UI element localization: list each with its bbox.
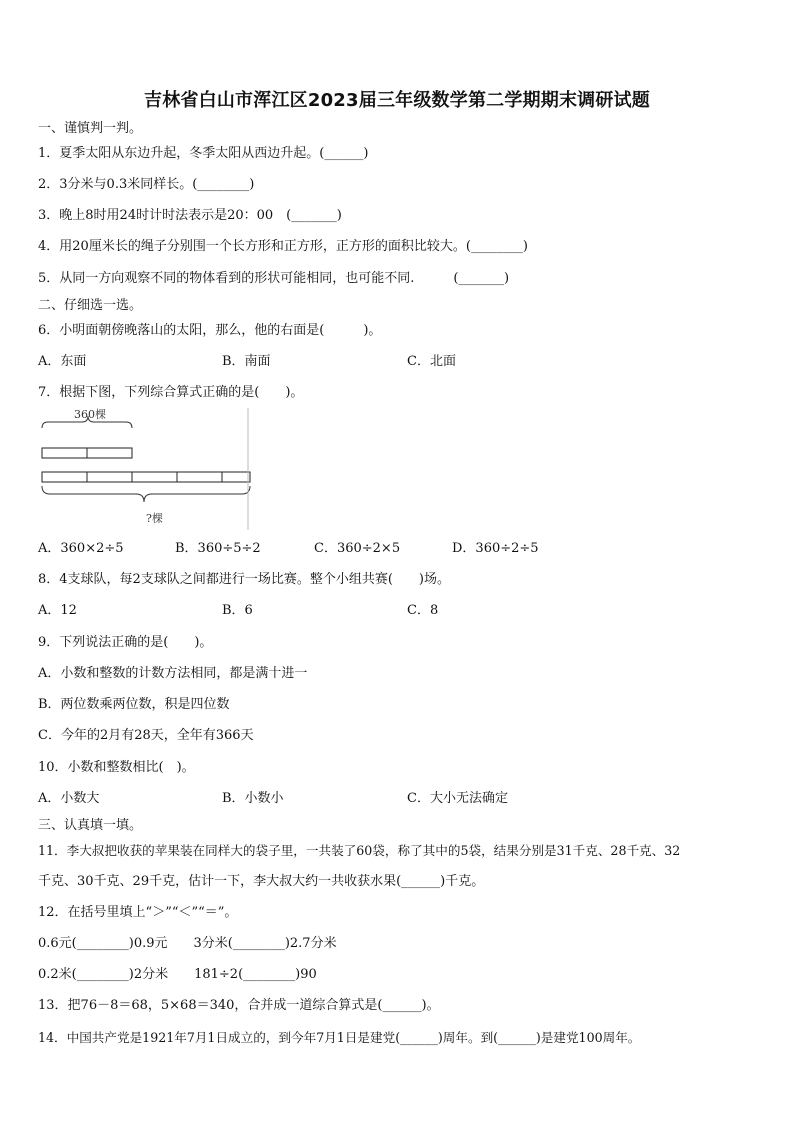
question-12-row-1: 0.6元(________)0.9元 3分米(________)2.7分米 — [38, 936, 337, 951]
section-heading-2: 二、仔细选一选。 — [38, 298, 143, 313]
question-6-option-a: A．东面 — [38, 354, 87, 369]
question-9-option-c: C．今年的2月有28天，全年有366天 — [38, 728, 254, 743]
question-3: 3．晚上8时用24时计时法表示是20：00 (_______) — [38, 208, 342, 223]
question-10-stem: 10．小数和整数相比( )。 — [38, 760, 195, 775]
question-12-row-2: 0.2米(________)2分米 181÷2(________)90 — [38, 967, 317, 982]
diagram-label-bottom: ?棵 — [146, 512, 163, 525]
bottom-brace — [42, 486, 250, 502]
question-11-line-2: 千克、30千克、29千克，估计一下，李大叔大约一共收获水果(______)千克。 — [38, 874, 485, 889]
question-9-stem: 9．下列说法正确的是( )。 — [38, 635, 213, 650]
question-11-line-1: 11．李大叔把收获的苹果装在同样大的袋子里，一共装了60袋，称了其中的5袋，结果分别是31千克、28千克、32 — [38, 843, 681, 858]
question-12-stem: 12．在括号里填上“＞”“＜”“＝”。 — [38, 905, 238, 920]
question-8-option-c: C．8 — [407, 603, 439, 618]
section-heading-3: 三、认真填一填。 — [38, 818, 143, 833]
question-10-option-c: C．大小无法确定 — [407, 791, 508, 806]
question-4: 4．用20厘米长的绳子分别围一个长方形和正方形，正方形的面积比较大。(________) — [38, 239, 528, 254]
line-segment-diagram — [38, 406, 258, 532]
question-2: 2．3分米与0.3米同样长。(________) — [38, 177, 255, 192]
question-6-stem: 6．小明面朝傍晚落山的太阳，那么，他的右面是( )。 — [38, 323, 382, 338]
question-8-option-b: B．6 — [222, 603, 253, 618]
question-10-option-b: B．小数小 — [222, 791, 284, 806]
question-8-stem: 8．4支球队，每2支球队之间都进行一场比赛。整个小组共赛( )场。 — [38, 572, 450, 587]
section-heading-1: 一、谨慎判一判。 — [38, 121, 143, 136]
question-9-option-a: A．小数和整数的计数方法相同，都是满十进一 — [38, 666, 308, 681]
question-8-option-a: A．12 — [38, 603, 77, 618]
question-7-option-d: D．360÷2÷5 — [452, 541, 539, 556]
question-7-stem: 7．根据下图，下列综合算式正确的是( )。 — [38, 385, 304, 400]
question-14: 14．中国共产党是1921年7月1日成立的，到今年7月1日是建党(______)周年。到(______)是建党100周年。 — [38, 1030, 641, 1045]
question-10-option-a: A．小数大 — [38, 791, 100, 806]
question-1: 1．夏季太阳从东边升起，冬季太阳从西边升起。(______) — [38, 146, 369, 161]
question-7-option-b: B．360÷5÷2 — [175, 541, 261, 556]
question-7-option-c: C．360÷2×5 — [314, 541, 401, 556]
question-7-option-a: A．360×2÷5 — [38, 541, 124, 556]
page-title: 吉林省白山市浑江区2023届三年级数学第二学期期末调研试题 — [144, 90, 650, 111]
question-5: 5．从同一方向观察不同的物体看到的形状可能相同，也可能不同. (_______) — [38, 271, 510, 286]
question-9-option-b: B．两位数乘两位数，积是四位数 — [38, 697, 230, 712]
diagram-label-top: 360棵 — [74, 408, 106, 421]
question-13: 13．把76－8＝68，5×68＝340，合并成一道综合算式是(______)。 — [38, 998, 440, 1013]
question-6-option-b: B．南面 — [222, 354, 271, 369]
question-6-option-c: C．北面 — [407, 354, 456, 369]
bottom-bar — [42, 472, 250, 482]
